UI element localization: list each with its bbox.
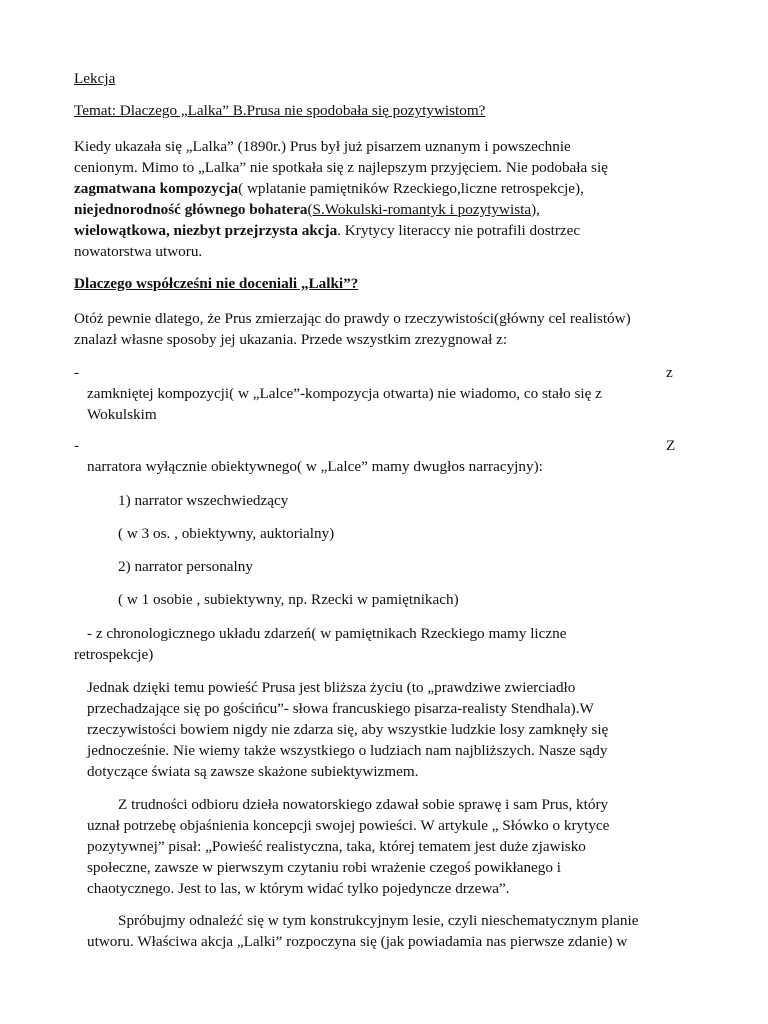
intro-text: . Krytycy literaccy nie potrafili dostrzec: [337, 222, 581, 239]
paragraph-line: uznał potrzebę objaśnienia koncepcji swojej powieści. W artykule „ Słówko o krytyce: [87, 817, 610, 834]
intro-line: [74, 181, 584, 196]
narrator-item: 2) narrator personalny: [118, 558, 253, 575]
intro-text: (S.Wokulski-romantyk i pozytywista),: [307, 201, 540, 218]
list-item-text: narratora wyłącznie obiektywnego( w „Lalce” mamy dwugłos narracyjny):: [87, 458, 543, 475]
list-marker: z: [666, 364, 673, 381]
intro-line: cenionym. Mimo to „Lalka” nie spotkała się z najlepszym przyjęciem. Nie podobała się: [74, 159, 608, 176]
section-heading: Dlaczego współcześni nie doceniali „Lalki”?: [74, 275, 359, 292]
list-dash: -: [74, 437, 80, 454]
intro-line: [74, 223, 580, 238]
bold-phrase: wielowątkowa, niezbyt przejrzysta akcja: [74, 222, 338, 239]
reason-line: Otóż pewnie dlatego, że Prus zmierzając do prawdy o rzeczywistości(główny cel realistów): [74, 310, 631, 327]
list-dash: -: [74, 364, 80, 381]
list-item-text: Wokulskim: [87, 406, 157, 423]
list-marker: Z: [666, 437, 676, 454]
bold-phrase: zagmatwana kompozycja: [74, 180, 239, 197]
lesson-topic: Temat: Dlaczego „Lalka” B.Prusa nie spodobała się pozytywistom?: [74, 102, 486, 119]
paragraph-line: chaotycznego. Jest to las, w którym widać tylko pojedyncze drzewa”.: [87, 880, 510, 897]
lesson-heading: Lekcja: [74, 70, 116, 87]
reason-line: znalazł własne sposoby jej ukazania. Przede wszystkim zrezygnował z:: [74, 331, 508, 348]
paragraph-line: rzeczywistości bowiem nigdy nie zdarza się, aby wszystkie ludzkie losy zamknęły się: [87, 721, 609, 738]
intro-line: [74, 202, 540, 217]
narrator-description: ( w 1 osobie , subiektywny, np. Rzecki w pamiętnikach): [118, 591, 459, 608]
paragraph-line: społeczne, zawsze w pierwszym czytaniu robi wrażenie czegoś powikłanego i: [87, 859, 561, 876]
intro-text: ( wplatanie pamiętników Rzeckiego,liczne retrospekcje),: [238, 180, 584, 197]
bold-phrase: niejednorodność głównego bohatera: [74, 201, 308, 218]
paragraph-line: Spróbujmy odnaleźć się w tym konstrukcyjnym lesie, czyli nieschematycznym planie: [118, 912, 639, 929]
paragraph-line: jednocześnie. Nie wiemy także wszystkiego o ludziach nam najbliższych. Nasze sądy: [87, 742, 608, 759]
narrator-description: ( w 3 os. , obiektywny, auktorialny): [118, 525, 335, 542]
paragraph-line: Jednak dzięki temu powieść Prusa jest bliższa życiu (to „prawdziwe zwierciadło: [87, 679, 576, 696]
paragraph-line: pozytywnej” pisał: „Powieść realistyczna, taka, której tematem jest duże zjawisko: [87, 838, 586, 855]
list-item-text: retrospekcje): [74, 646, 154, 663]
paragraph-line: dotyczące świata są zawsze skażone subiektywizmem.: [87, 763, 419, 780]
list-item-text: zamkniętej kompozycji( w „Lalce”-kompozycja otwarta) nie wiadomo, co stało się z: [87, 385, 602, 402]
paragraph-line: Z trudności odbioru dzieła nowatorskiego zdawał sobie sprawę i sam Prus, który: [118, 796, 609, 813]
narrator-item: 1) narrator wszechwiedzący: [118, 492, 289, 509]
list-item-text: - z chronologicznego układu zdarzeń( w pamiętnikach Rzeckiego mamy liczne: [87, 625, 567, 642]
intro-line: nowatorstwa utworu.: [74, 243, 203, 260]
intro-line: Kiedy ukazała się „Lalka” (1890r.) Prus był już pisarzem uznanym i powszechnie: [74, 138, 571, 155]
paragraph-line: przechadzające się po gościńcu”- słowa francuskiego pisarza-realisty Stendhala).W: [87, 700, 594, 717]
paragraph-line: utworu. Właściwa akcja „Lalki” rozpoczyna się (jak powiadamia nas pierwsze zdanie) w: [87, 933, 628, 950]
